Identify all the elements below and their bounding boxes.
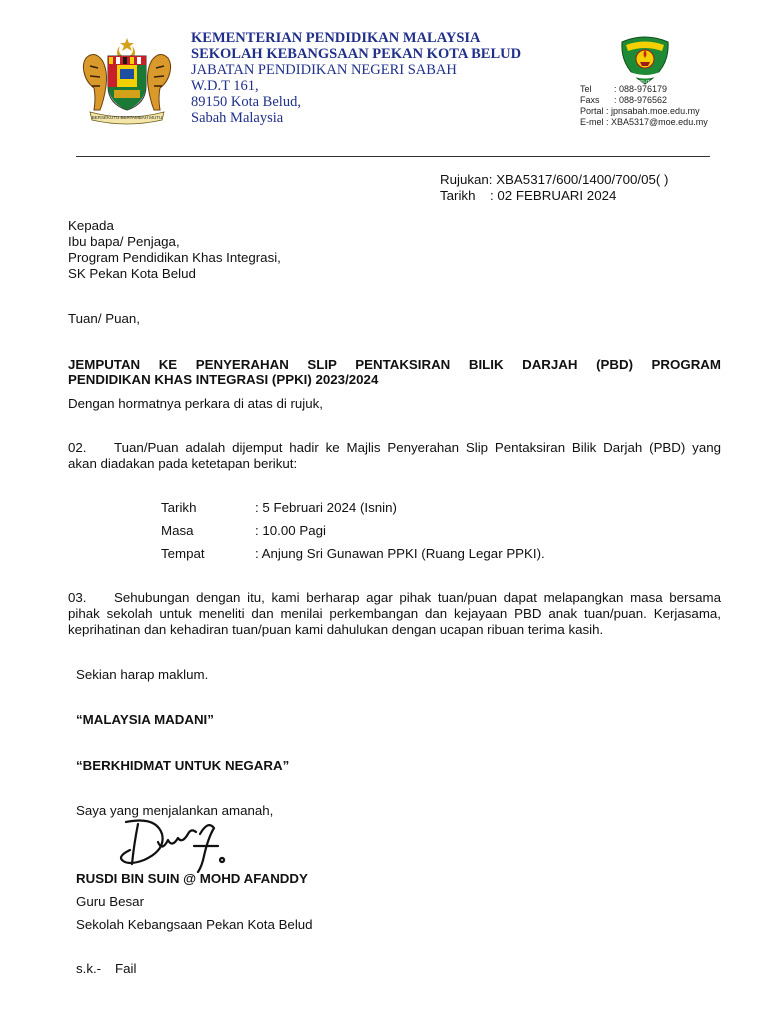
sign-off-line: Saya yang menjalankan amanah, <box>76 803 274 818</box>
header-divider <box>76 156 710 157</box>
reference-number: Rujukan: XBA5317/600/1400/700/05( ) <box>440 172 669 187</box>
contact-fax: Faxs : 088-976562 <box>580 95 668 105</box>
detail-row: Masa : 10.00 Pagi <box>161 523 326 538</box>
recipient-line: SK Pekan Kota Belud <box>68 266 196 281</box>
recipient-line: Ibu bapa/ Penjaga, <box>68 234 180 249</box>
paragraph-3: 03. Sehubungan dengan itu, kami berharap agar pihak tuan/puan dapat melapangkan masa bersama pihak sekolah untuk meneliti dan menilai perkembangan dan kejayaan PBD anak tuan/puan. Kerjasama, keprihatinan dan kehadiran tuan/puan kami dahulukan dengan ucapan ribuan terima kasih. <box>68 590 721 637</box>
reference-date: Tarikh : 02 FEBRUARI 2024 <box>440 188 617 203</box>
reference-block <box>440 172 668 204</box>
closing-line: Sekian harap maklum. <box>76 667 209 682</box>
coat-of-arms-motto: BERSEKUTU BERTAMBAH MUTU <box>91 115 163 120</box>
signer-name: RUSDI BIN SUIN @ MOHD AFANDDY <box>76 871 308 886</box>
contact-portal: Portal : jpnsabah.moe.edu.my <box>580 106 700 116</box>
detail-row: Tempat : Anjung Sri Gunawan PPKI (Ruang Legar PPKI). <box>161 546 545 561</box>
ministry-name: KEMENTERIAN PENDIDIKAN MALAYSIA <box>191 30 481 46</box>
intro-line: Dengan hormatnya perkara di atas di rujuk, <box>68 396 323 411</box>
school-crest-motto: PELITA <box>637 79 653 84</box>
recipient-address <box>68 218 281 282</box>
address-line-2: 89150 Kota Belud, <box>191 94 301 110</box>
letter-subject: JEMPUTAN KE PENYERAHAN SLIP PENTAKSIRAN BILIK DARJAH (PBD) PROGRAM PENDIDIKAN KHAS INTEGRASI (PPKI) 2023/2024 <box>68 357 721 387</box>
event-details <box>161 500 545 569</box>
signature-icon <box>104 812 244 874</box>
coat-of-arms-icon <box>76 36 178 126</box>
school-crest-icon <box>616 32 674 86</box>
address-line-3: Sabah Malaysia <box>191 110 284 126</box>
signer-school: Sekolah Kebangsaan Pekan Kota Belud <box>76 917 313 932</box>
contact-block <box>580 84 708 128</box>
contact-email: E-mel : XBA5317@moe.edu.my <box>580 117 708 127</box>
department-name: JABATAN PENDIDIKAN NEGERI SABAH <box>191 62 457 78</box>
salutation: Tuan/ Puan, <box>68 311 140 326</box>
motto-berkhidmat: “BERKHIDMAT UNTUK NEGARA” <box>76 758 290 773</box>
letterhead <box>191 30 521 126</box>
address-line-1: W.D.T 161, <box>191 78 259 94</box>
detail-row: Tarikh : 5 Februari 2024 (Isnin) <box>161 500 397 515</box>
signer-title: Guru Besar <box>76 894 144 909</box>
school-name: SEKOLAH KEBANGSAAN PEKAN KOTA BELUD <box>191 46 522 62</box>
motto-malaysia-madani: “MALAYSIA MADANI” <box>76 712 214 727</box>
carbon-copy: s.k.- Fail <box>76 961 137 976</box>
recipient-line: Program Pendidikan Khas Integrasi, <box>68 250 281 265</box>
paragraph-2: 02. Tuan/Puan adalah dijemput hadir ke Majlis Penyerahan Slip Pentaksiran Bilik Darjah (PBD) yang akan diadakan pada ketetapan berikut: <box>68 440 721 471</box>
recipient-line: Kepada <box>68 218 114 233</box>
contact-tel: Tel : 088-976179 <box>580 84 668 94</box>
